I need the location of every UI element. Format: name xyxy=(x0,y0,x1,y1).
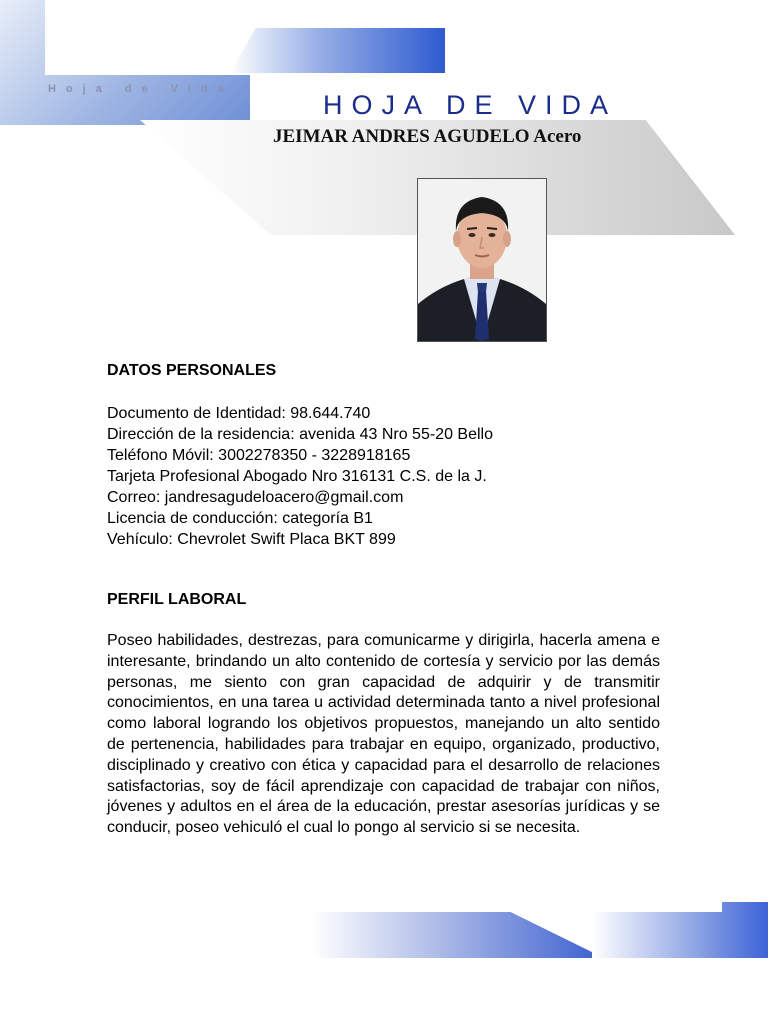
side-title: Hoja de Vida xyxy=(48,83,234,95)
profile-photo xyxy=(417,178,547,342)
professional-card-line: Tarjeta Profesional Abogado Nro 316131 C.S. de la J. xyxy=(107,468,487,485)
driving-license-line: Licencia de conducción: categoría B1 xyxy=(107,510,373,527)
personal-data-heading: DATOS PERSONALES xyxy=(107,362,277,379)
phone-line: Teléfono Móvil: 3002278350 - 3228918165 xyxy=(107,447,411,464)
person-name: JEIMAR ANDRES AGUDELO Acero xyxy=(273,126,582,147)
work-profile-heading: PERFIL LABORAL xyxy=(107,591,247,608)
page-title: HOJA DE VIDA xyxy=(323,90,618,120)
footer-white-notch xyxy=(592,902,722,912)
work-profile-text: Poseo habilidades, destrezas, para comunicarme y dirigirla, hacerla amena e interesante, brindando un alto contenido de cortesía y servicio por las demás personas, me siento con gran capacidad de adquirir y de transmitir conocimientos, en una tarea u actividad determinada tanto a nivel profesional como laboral logrando los objetivos propuestos, manejando un alto sentido de pertenencia, habilidades para trabajar en equipo, organizado, productivo, disciplinado y creativo con ética y capacidad para el desarrollo de relaciones satisfactorias, soy de fácil aprendizaje con capacidad de trabajar con niños, jóvenes y adultos en el área de la educación, prestar asesorías jurídicas y se conducir, poseo vehiculó el cual lo pongo al servicio si se necesita. xyxy=(107,632,660,837)
header-blue-band xyxy=(230,28,445,73)
id-document-line: Documento de Identidad: 98.644.740 xyxy=(107,405,371,422)
address-line: Dirección de la residencia: avenida 43 Nro 55-20 Bello xyxy=(107,426,493,443)
personal-data-list xyxy=(107,403,493,550)
email-line: Correo: jandresagudeloacero@gmail.com xyxy=(107,489,404,506)
vehicle-line: Vehículo: Chevrolet Swift Placa BKT 899 xyxy=(107,531,396,548)
footer-blue-band-left xyxy=(312,912,604,958)
